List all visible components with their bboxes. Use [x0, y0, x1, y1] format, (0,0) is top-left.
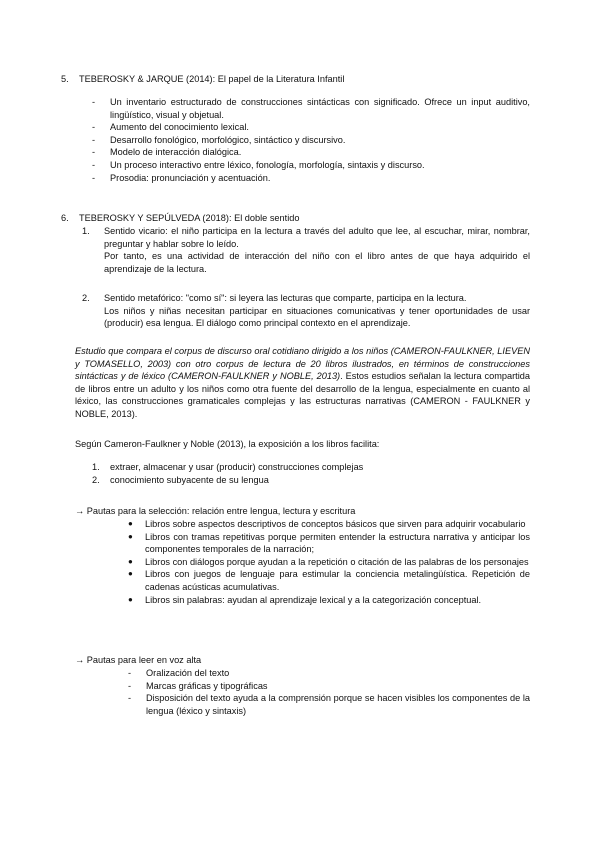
section-6-number: 6. — [61, 213, 69, 223]
section-5-list — [90, 96, 530, 184]
list-item: 1. Sentido vicario: el niño participa en la lectura a través del adulto que lee, al escuchar, mirar, nombrar, preguntar y hablar sobre lo leído. Por tanto, es una actividad de interacción del niño con el libro antes de que haya adquirido el aprendizaje de la lectura. — [82, 226, 530, 274]
list-item: 2. Sentido metafórico: "como sí": si leyera las lecturas que comparte, participa en la lectura. Los niños y niñas necesitan participar en situaciones comunicativas y tener oportunidades de usar (producir) esa lengua. El diálogo como principal contexto en el aprendizaje. — [82, 293, 530, 329]
list-item: - Un inventario estructurado de construcciones sintácticas con significado. Ofrece un input auditivo, lingüístico, visual y objetual. — [92, 97, 530, 120]
section-5-number: 5. — [61, 74, 69, 84]
section-6-title: TEBEROSKY Y SEPÚLVEDA (2018): El doble sentido — [79, 213, 300, 223]
list-item: 2. conocimiento subyacente de su lengua — [92, 474, 269, 485]
sentido-metaforico-text: Sentido metafórico: "como sí": si leyera las lecturas que comparte, participa en la lectura. — [104, 293, 467, 303]
list-item: - Prosodia: pronunciación y acentuación. — [92, 172, 271, 183]
sentido-vicario-extra: Por tanto, es una actividad de interacción del niño con el libro antes de que haya adquirido el aprendizaje de la lectura. — [104, 251, 530, 274]
list-item: ● Libros sin palabras: ayudan al aprendizaje lexical y a la categorización conceptual. — [128, 594, 482, 605]
list-item: - Oralización del texto — [128, 668, 230, 678]
sentido-vicario-text: Sentido vicario: el niño participa en la lectura a través del adulto que lee, al escuchar, mirar, nombrar, preguntar y hablar sobre lo leído. — [104, 226, 530, 249]
reading-title: → Pautas para leer en voz alta — [75, 655, 202, 665]
list-item: 1. extraer, almacenar y usar (producir) construcciones complejas — [92, 462, 364, 472]
study-italic: Estudio que compara el corpus de discurso oral cotidiano dirigido a los niños (CAMERON-FAULKNER, LIEVEN y TOMASELLO, 2003) con otro corpus de lectura de 20 libros ilustrados, en términos de construcciones sintácticas y de léxico (CAMERON-FAULKNER y NOBLE, 2013) — [75, 346, 530, 382]
list-item: - Aumento del conocimiento lexical. — [92, 122, 249, 133]
section-6-list — [82, 225, 530, 275]
list-item: - Disposición del texto ayuda a la comprensión porque se hacen visibles los componentes de la lengua (léxico y sintaxis) — [128, 693, 530, 716]
section-5-heading — [61, 73, 531, 86]
list-item: - Desarrollo fonológico, morfológico, sintáctico y discursivo. — [92, 134, 346, 145]
exposure-intro: Según Cameron-Faulkner y Noble (2013), la exposición a los libros facilita: — [75, 439, 380, 449]
selection-list — [128, 518, 530, 606]
list-item: - Un proceso interactivo entre léxico, fonología, morfología, sintaxis y discurso. — [92, 159, 425, 170]
section-6-heading — [61, 212, 531, 225]
sentido-metaforico-extra: Los niños y niñas necesitan participar en situaciones comunicativas y tener oportunidades de usar (producir) esa lengua. El diálogo como principal contexto en el aprendizaje. — [104, 305, 530, 329]
reading-list — [126, 667, 530, 717]
list-item: ● Libros con juegos de lenguaje para estimular la conciencia metalingüística. Repetición de cadenas acústicas acumulativas. — [128, 569, 530, 592]
list-item: - Modelo de interacción dialógica. — [92, 147, 242, 158]
list-item: ● Libros sobre aspectos descriptivos de conceptos básicos que sirven para adquirir vocabulario — [128, 519, 526, 529]
exposure-list — [92, 461, 522, 486]
selection-title: → Pautas para la selección: relación entre lengua, lectura y escritura — [75, 506, 356, 516]
study-normal: . Estos estudios señalan la lectura compartida de libros entre un adulto y los niños como otra fuente del desarrollo de la lengua, especialmente en cuanto al léxico, las construcciones gramaticales complejas y las estructuras narrativas (CAMERON - FAULKNER y NOBLE, 2013). — [75, 371, 530, 419]
section-5-title: TEBEROSKY & JARQUE (2014): El papel de la Literatura Infantil — [79, 74, 345, 84]
list-item: ● Libros con diálogos porque ayudan a la repetición o citación de las palabras de los personajes — [128, 556, 529, 567]
study-paragraph — [75, 345, 530, 421]
list-item: - Marcas gráficas y tipográficas — [128, 680, 268, 691]
section-6-list-2 — [82, 292, 530, 330]
list-item: ● Libros con tramas repetitivas porque permiten entender la estructura narrativa y anticipar los componentes temporales de la narración; — [128, 531, 530, 555]
